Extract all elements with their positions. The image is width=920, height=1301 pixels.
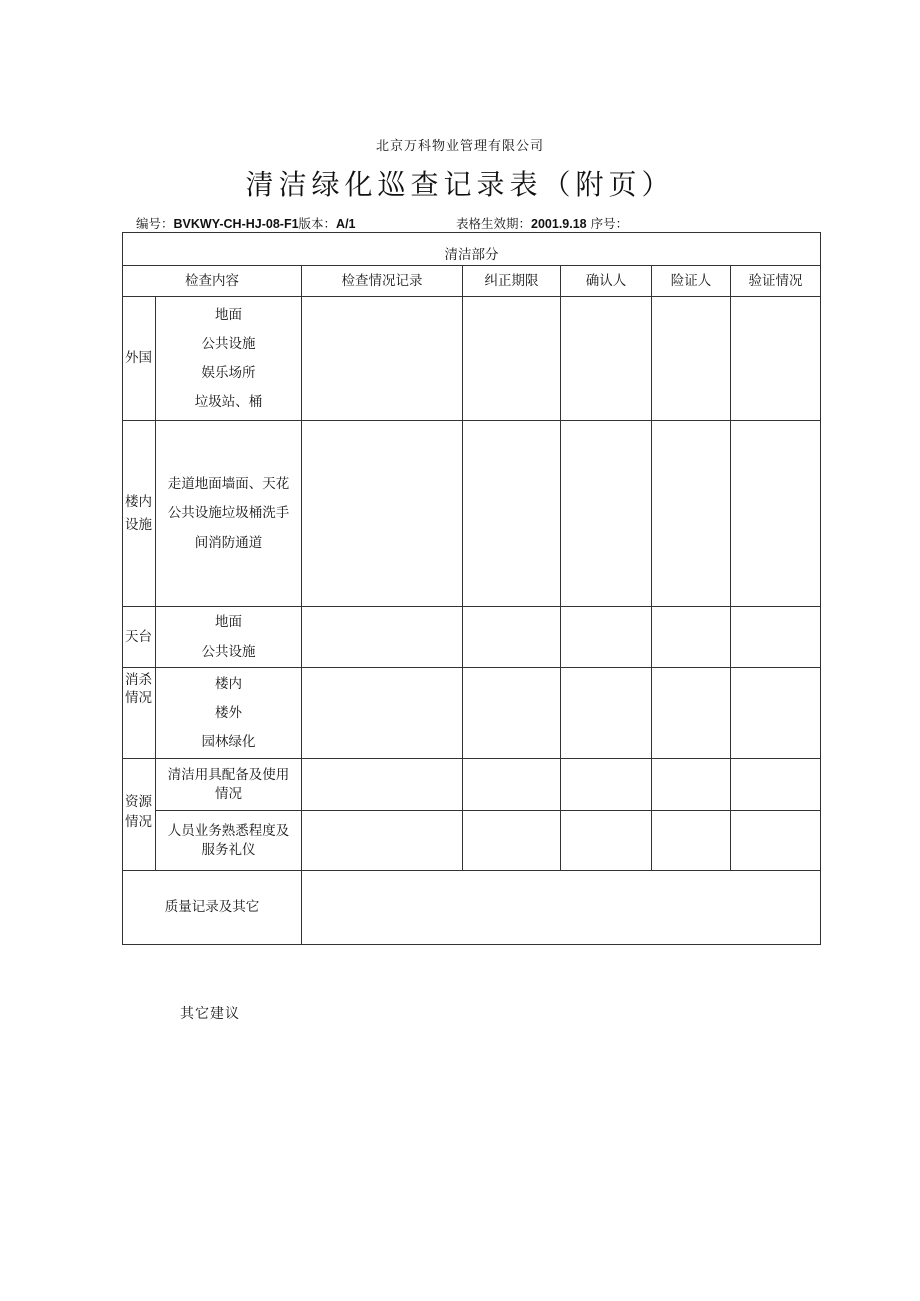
code-value: BVKWY-CH-HJ-08-F1 [173, 217, 299, 231]
effective-line [456, 214, 628, 232]
list-item: 楼外 [215, 704, 242, 721]
header-deadline: 纠正期限 [463, 266, 561, 297]
confirmer-cell[interactable] [561, 297, 652, 421]
verification-cell[interactable] [731, 421, 821, 607]
inspector-cell[interactable] [652, 668, 731, 759]
record-cell[interactable] [302, 297, 463, 421]
category-line: 情况 [125, 690, 152, 707]
confirmer-cell[interactable] [561, 759, 652, 811]
list-item: 走道地面墙面、天花 [167, 476, 290, 493]
table-row [123, 421, 821, 607]
list-item: 人员业务熟悉程度及 [167, 822, 290, 839]
deadline-cell[interactable] [463, 668, 561, 759]
inspector-cell[interactable] [652, 607, 731, 668]
verification-cell[interactable] [731, 811, 821, 871]
list-item: 园林绿化 [201, 734, 256, 751]
deadline-cell[interactable] [463, 759, 561, 811]
other-suggestions-label: 其它建议 [180, 1006, 240, 1022]
inspector-cell[interactable] [652, 759, 731, 811]
form-code-line [136, 214, 356, 232]
inspector-cell[interactable] [652, 421, 731, 607]
table-row [123, 759, 821, 811]
header-row [123, 266, 821, 297]
record-cell[interactable] [302, 811, 463, 871]
list-item: 娱乐场所 [201, 365, 256, 381]
version-value: A/1 [336, 217, 356, 231]
verification-cell[interactable] [731, 759, 821, 811]
category-indoor [123, 421, 156, 607]
items-indoor [156, 421, 302, 607]
items-roof [156, 607, 302, 668]
list-item: 情况 [215, 786, 242, 802]
form-title: 清洁绿化巡查记录表（附页） [245, 168, 675, 201]
deadline-cell[interactable] [463, 811, 561, 871]
quality-record-cell[interactable] [302, 871, 821, 945]
category-roof: 天台 [123, 607, 156, 668]
verification-cell[interactable] [731, 297, 821, 421]
confirmer-cell[interactable] [561, 421, 652, 607]
category-line: 楼内 [125, 494, 152, 511]
quality-label: 质量记录及其它 [123, 871, 302, 945]
confirmer-cell[interactable] [561, 668, 652, 759]
header-confirmer: 确认人 [561, 266, 652, 297]
record-cell[interactable] [302, 668, 463, 759]
confirmer-cell[interactable] [561, 811, 652, 871]
list-item: 地面 [215, 614, 242, 631]
table-row [123, 871, 821, 945]
effective-label: 表格生效期： [456, 216, 532, 231]
effective-value: 2001.9.18 [531, 217, 587, 231]
list-item: 服务礼仪 [201, 842, 256, 858]
category-line: 情况 [125, 813, 152, 830]
header-check-record: 检查情况记录 [302, 266, 463, 297]
confirmer-cell[interactable] [561, 607, 652, 668]
record-cell[interactable] [302, 759, 463, 811]
version-label: 版本： [298, 216, 337, 231]
list-item: 楼内 [215, 675, 242, 692]
items-outdoor [156, 297, 302, 421]
table-row [123, 811, 821, 871]
table-row [123, 668, 821, 759]
items-resources-tools [156, 759, 302, 811]
category-disinfect [123, 668, 156, 759]
record-cell[interactable] [302, 421, 463, 607]
company-name: 北京万科物业管理有限公司 [375, 139, 544, 154]
serial-label: 序号： [590, 216, 629, 231]
table-row [123, 297, 821, 421]
list-item: 地面 [215, 306, 242, 323]
table-row [123, 607, 821, 668]
list-item: 公共设施垃圾桶洗手 [167, 505, 290, 522]
items-disinfect [156, 668, 302, 759]
inspection-table [122, 232, 821, 945]
category-resources [123, 759, 156, 871]
code-label: 编号： [136, 216, 174, 231]
header-verification: 验证情况 [731, 266, 821, 297]
verification-cell[interactable] [731, 668, 821, 759]
list-item: 间消防通道 [194, 534, 263, 551]
inspector-cell[interactable] [652, 811, 731, 871]
category-line: 资源 [125, 793, 152, 810]
section-title: 清洁部分 [123, 233, 821, 266]
record-cell[interactable] [302, 607, 463, 668]
list-item: 垃圾站、桶 [194, 394, 263, 411]
category-line: 消杀 [125, 672, 152, 688]
category-outdoor: 外国 [123, 297, 156, 421]
list-item: 公共设施 [201, 335, 256, 352]
header-check-content: 检查内容 [123, 266, 302, 297]
header-inspector: 险证人 [652, 266, 731, 297]
list-item: 公共设施 [201, 643, 256, 660]
deadline-cell[interactable] [463, 421, 561, 607]
items-resources-staff [156, 811, 302, 871]
list-item: 清洁用具配备及使用 [167, 766, 290, 783]
verification-cell[interactable] [731, 607, 821, 668]
inspector-cell[interactable] [652, 297, 731, 421]
category-line: 设施 [125, 516, 152, 533]
deadline-cell[interactable] [463, 297, 561, 421]
deadline-cell[interactable] [463, 607, 561, 668]
